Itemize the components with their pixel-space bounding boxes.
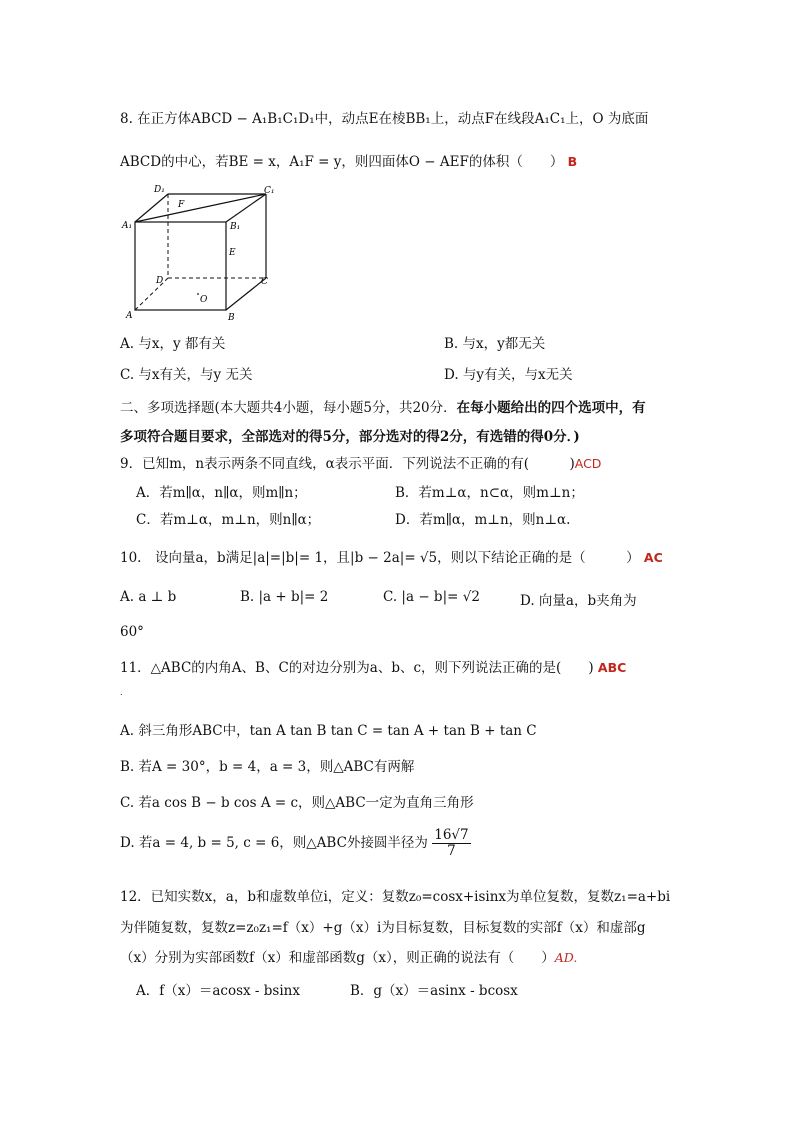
label-B1: B₁ (230, 222, 241, 232)
q10-answer: AC (643, 550, 663, 565)
q12-stem-line3 (120, 946, 577, 966)
point-O (197, 293, 199, 295)
label-A: A (126, 311, 133, 321)
q8-option-d: D. 与y有关，与x无关 (444, 367, 573, 383)
q8-option-c: C. 与x有关，与y 无关 (120, 367, 253, 383)
section2-heading-line1 (120, 396, 646, 416)
label-O: O (200, 295, 208, 305)
q8-stem-line1: 8. 在正方体ABCD − A₁B₁C₁D₁中，动点E在棱BB₁上，动点F在线段A₁C₁上，O 为底面 (120, 111, 649, 127)
q9-answer: ACD (574, 456, 602, 471)
label-C1: C₁ (264, 186, 275, 196)
q10-option-d: D. 向量a，b夹角为 (520, 593, 637, 609)
cube-figure (118, 180, 280, 325)
q8-answer: B (567, 154, 578, 169)
q8-option-a: A. 与x，y 都有关 (120, 336, 226, 352)
q8-option-b: B. 与x，y都无关 (444, 336, 546, 352)
q8-stem-line2 (120, 150, 577, 170)
section2-heading-line2: 多项符合题目要求，全部选对的得5分，部分选对的得2分，有选错的得0分．) (120, 429, 580, 445)
fraction-numerator: 16√7 (434, 827, 469, 843)
label-B: B (228, 313, 235, 323)
q11-stem (120, 656, 626, 676)
fraction-denominator: 7 (447, 842, 456, 859)
q11-option-d (120, 828, 471, 859)
q9-option-a: A．若m∥α，n∥α，则m∥n； (136, 485, 307, 501)
front-face (135, 222, 226, 310)
q9-option-c: C．若m⊥α，m⊥n，则n∥α； (136, 512, 321, 528)
q10-option-d-continued: 60° (120, 624, 144, 640)
edge-BC (226, 278, 266, 310)
q12-stem-line1: 12．已知实数x，a，b和虚数单位i，定义：复数z₀=cosx+isinx为单位复数，复数z₁=a+bi (120, 889, 671, 905)
q12-option-a: A．f（x）＝acosx - bsinx (136, 983, 300, 999)
section2-heading-bold: 在每小题给出的四个选项中，有 (456, 400, 646, 416)
q11-stem-text: 11．△ABC的内角A、B、C的对边分别为a、b、c，则下列说法正确的是( ) (120, 660, 594, 676)
q12-stem-line3-text: （x）分别为实部函数f（x）和虚部函数g（x），则正确的说法有（ ） (120, 950, 555, 966)
q11-option-d-fraction (432, 828, 470, 859)
q12-answer: AD. (554, 950, 578, 965)
q10-stem-text: 10. 设向量a，b满足|a|=|b|= 1，且|b − 2a|= √5，则以下结论正确的是（ ） (120, 550, 640, 566)
q10-option-c: C. |a − b|= √2 (383, 589, 480, 605)
q9-option-d: D．若m∥α，m⊥n，则n⊥α. (395, 512, 571, 528)
q9-option-b: B．若m⊥α，n⊂α，则m⊥n； (395, 485, 584, 501)
section2-heading-plain: 二、多项选择题(本大题共4小题，每小题5分，共20分． (120, 400, 457, 416)
q11-option-c: C. 若a cos B − b cos A = c，则△ABC一定为直角三角形 (120, 795, 474, 811)
label-F: F (178, 200, 185, 210)
label-A1: A₁ (122, 221, 133, 231)
label-C: C (261, 277, 268, 287)
label-E: E (229, 248, 236, 258)
q11-stray-dot: . (120, 688, 123, 697)
q10-option-b: B. |a + b|= 2 (240, 589, 329, 605)
q8-stem-line2-text: ABCD的中心，若BE = x，A₁F = y，则四面体O − AEF的体积（ ） (120, 154, 564, 170)
label-D1: D₁ (154, 185, 165, 195)
q11-option-b: B. 若A = 30°，b = 4，a = 3，则△ABC有两解 (120, 759, 415, 775)
q12-stem-line2: 为伴随复数，复数z=z₀z₁=f（x）+g（x）i为目标复数，目标复数的实部f（x）和虚部g (120, 920, 646, 936)
edge-A1D1 (135, 194, 168, 222)
q11-option-d-text: D. 若a = 4, b = 5, c = 6，则△ABC外接圆半径为 (120, 834, 428, 851)
q11-answer: ABC (597, 660, 627, 675)
q10-stem (120, 546, 663, 566)
q9-stem-text: 9．已知m，n表示两条不同直线，α表示平面．下列说法不正确的有( ) (120, 456, 575, 472)
q11-option-a: A. 斜三角形ABC中，tan A tan B tan C = tan A + tan B + tan C (120, 723, 537, 739)
q9-stem (120, 452, 601, 472)
q12-option-b: B．g（x）＝asinx - bcosx (350, 983, 518, 999)
q10-option-a: A. a ⊥ b (120, 589, 177, 605)
label-D: D (156, 276, 164, 286)
